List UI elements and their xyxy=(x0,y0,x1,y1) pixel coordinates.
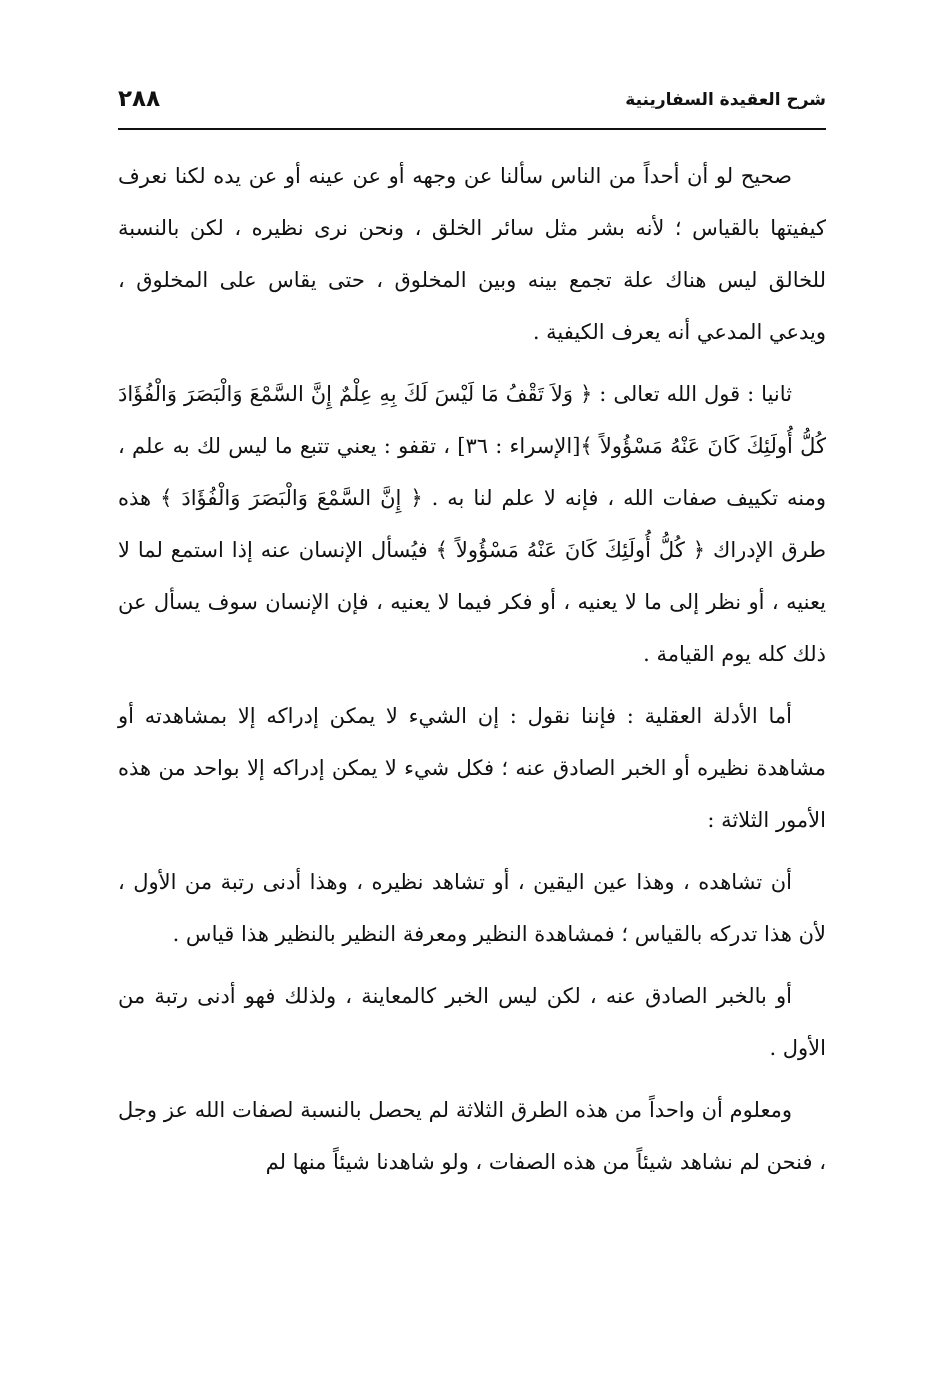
running-title: شرح العقيدة السفارينية xyxy=(625,90,826,110)
paragraph-3-text: أما الأدلة العقلية : فإننا نقول : إن الشيء لا يمكن إدراكه إلا بمشاهدته أو مشاهدة نظيره أو الخبر الصادق عنه ؛ فكل شيء لا يمكن إدراكه إلا بواحد من هذه الأمور الثلاثة : xyxy=(118,704,826,832)
quran-verse-3: ﴿ كُلُّ أُولَئِكَ كَانَ عَنْهُ مَسْؤُولاً ﴾ xyxy=(435,538,706,562)
paragraph-6-text: ومعلوم أن واحداً من هذه الطرق الثلاثة لم يحصل بالنسبة لصفات الله عز وجل ، فنحن لم نشاهد شيئاً من هذه الصفات ، ولو شاهدنا شيئاً منها لم xyxy=(118,1098,826,1174)
paragraph-3 xyxy=(118,690,826,846)
paragraph-4 xyxy=(118,856,826,960)
paragraph-2-citation: [الإسراء : ٣٦] ، تقفو : يعني تتبع ما ليس لك به علم ، ومنه تكييف صفات الله ، فإنه لا علم لنا به . xyxy=(118,434,826,510)
paragraph-5 xyxy=(118,970,826,1074)
paragraph-2-intro: ثانيا : قول الله تعالى : xyxy=(592,382,793,406)
body-text xyxy=(118,150,826,1198)
paragraph-1-text: صحيح لو أن أحداً من الناس سألنا عن وجهه أو عن عينه أو عن يده لكنا نعرف كيفيتها بالقياس ؛ لأنه بشر مثل سائر الخلق ، ونحن نرى نظيره ، لكن بالنسبة للخالق ليس هناك علة تجمع بينه وبين المخلوق ، حتى يقاس على المخلوق ، ويدعي المدعي أنه يعرف الكيفية . xyxy=(118,164,826,344)
page-header xyxy=(118,88,826,122)
paragraph-2-middle: هذه طرق الإدراك xyxy=(118,486,826,562)
quran-verse-1: ﴿ وَلاَ تَقْفُ مَا لَيْسَ لَكَ بِهِ عِلْمٌ إِنَّ السَّمْعَ وَالْبَصَرَ وَالْفُؤَادَ كُلُّ أُولَئِكَ كَانَ عَنْهُ مَسْؤُولاً ﴾ xyxy=(118,382,826,458)
header-rule xyxy=(118,128,826,130)
quran-verse-2: ﴿ إِنَّ السَّمْعَ وَالْبَصَرَ وَالْفُؤَادَ ﴾ xyxy=(160,486,423,510)
paragraph-2 xyxy=(118,368,826,680)
paragraph-5-text: أو بالخبر الصادق عنه ، لكن ليس الخبر كالمعاينة ، ولذلك فهو أدنى رتبة من الأول . xyxy=(118,984,826,1060)
paragraph-6 xyxy=(118,1084,826,1188)
page-number: ٢٨٨ xyxy=(118,86,161,112)
paragraph-2-end: فيُسأل الإنسان عنه إذا استمع لما لا يعنيه ، أو نظر إلى ما لا يعنيه ، أو فكر فيما لا يعنيه ، فإن الإنسان سوف يسأل عن ذلك كله يوم القيامة . xyxy=(118,538,826,666)
paragraph-4-text: أن تشاهده ، وهذا عين اليقين ، أو تشاهد نظيره ، وهذا أدنى رتبة من الأول ، لأن هذا تدركه بالقياس ؛ فمشاهدة النظير ومعرفة النظير بالنظير هذا قياس . xyxy=(118,870,826,946)
paragraph-1 xyxy=(118,150,826,358)
